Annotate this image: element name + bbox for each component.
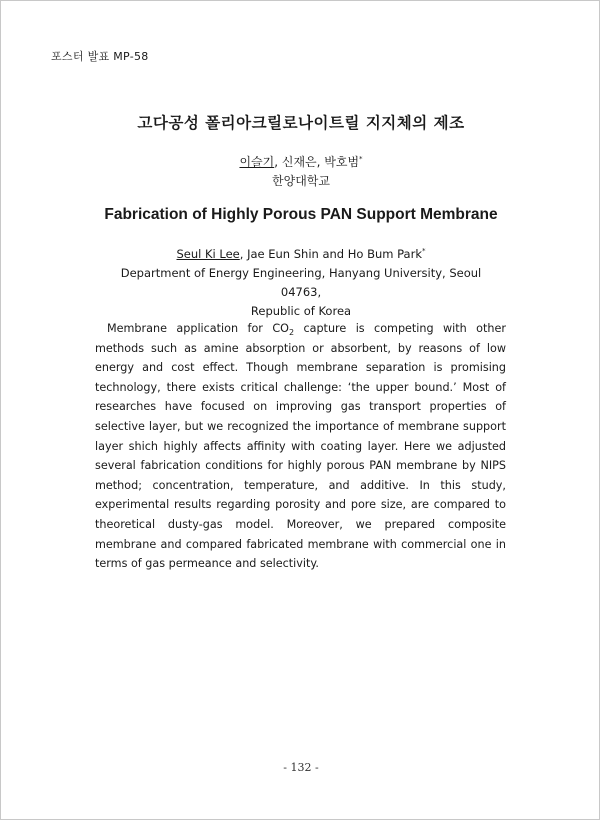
korean-authors [1,153,600,170]
corresponding-mark: * [359,155,363,163]
korean-presenting-author: 이슬기 [239,155,275,169]
english-presenting-author: Seul Ki Lee [176,247,240,261]
korean-title: 고다공성 폴리아크릴로나이트릴 지지체의 제조 [137,114,465,132]
affiliation-line: Department of Energy Engineering, Hanyang University, Seoul 04763, [120,266,482,299]
abstract-text-start: Membrane application for CO [107,322,289,335]
english-coauthors: , Jae Eun Shin and Ho Bum Park [239,247,422,261]
korean-affiliation: 한양대학교 [272,174,330,188]
abstract-text-rest: capture is competing with other methods such as amine absorption or absorbent, by reasons of low energy and cost effect. Though membrane separation is promising technology, there exists critical challenge: ‘the upper bound.’ Most of researches have focused on improving gas transport properties of selective layer, but we recognized the importance of membrane support layer shich highly affects affinity with coating layer. Here we adjusted several fabrication conditions for highly porous PAN membrane by NIPS method; concentration, temperature, and additive. In this study, experimental results regarding porosity and pore size, are compared to theoretical dusty-gas model. Moreover, we prepared composite membrane and compared fabricated membrane with commercial one in terms of gas permeance and selectivity. [95,322,506,571]
korean-coauthors: , 신재은, 박호범 [274,155,360,169]
english-affiliation [101,264,501,321]
abstract-body [95,319,506,574]
affiliation-line: Republic of Korea [250,304,352,318]
subscript-2: 2 [288,328,295,338]
english-authors [1,247,600,261]
page-number: - 132 - [283,761,319,774]
english-title: Fabrication of Highly Porous PAN Support Membrane [104,206,498,223]
session-label: 포스터 발표 MP-58 [51,50,149,63]
corresponding-mark: * [422,247,426,256]
